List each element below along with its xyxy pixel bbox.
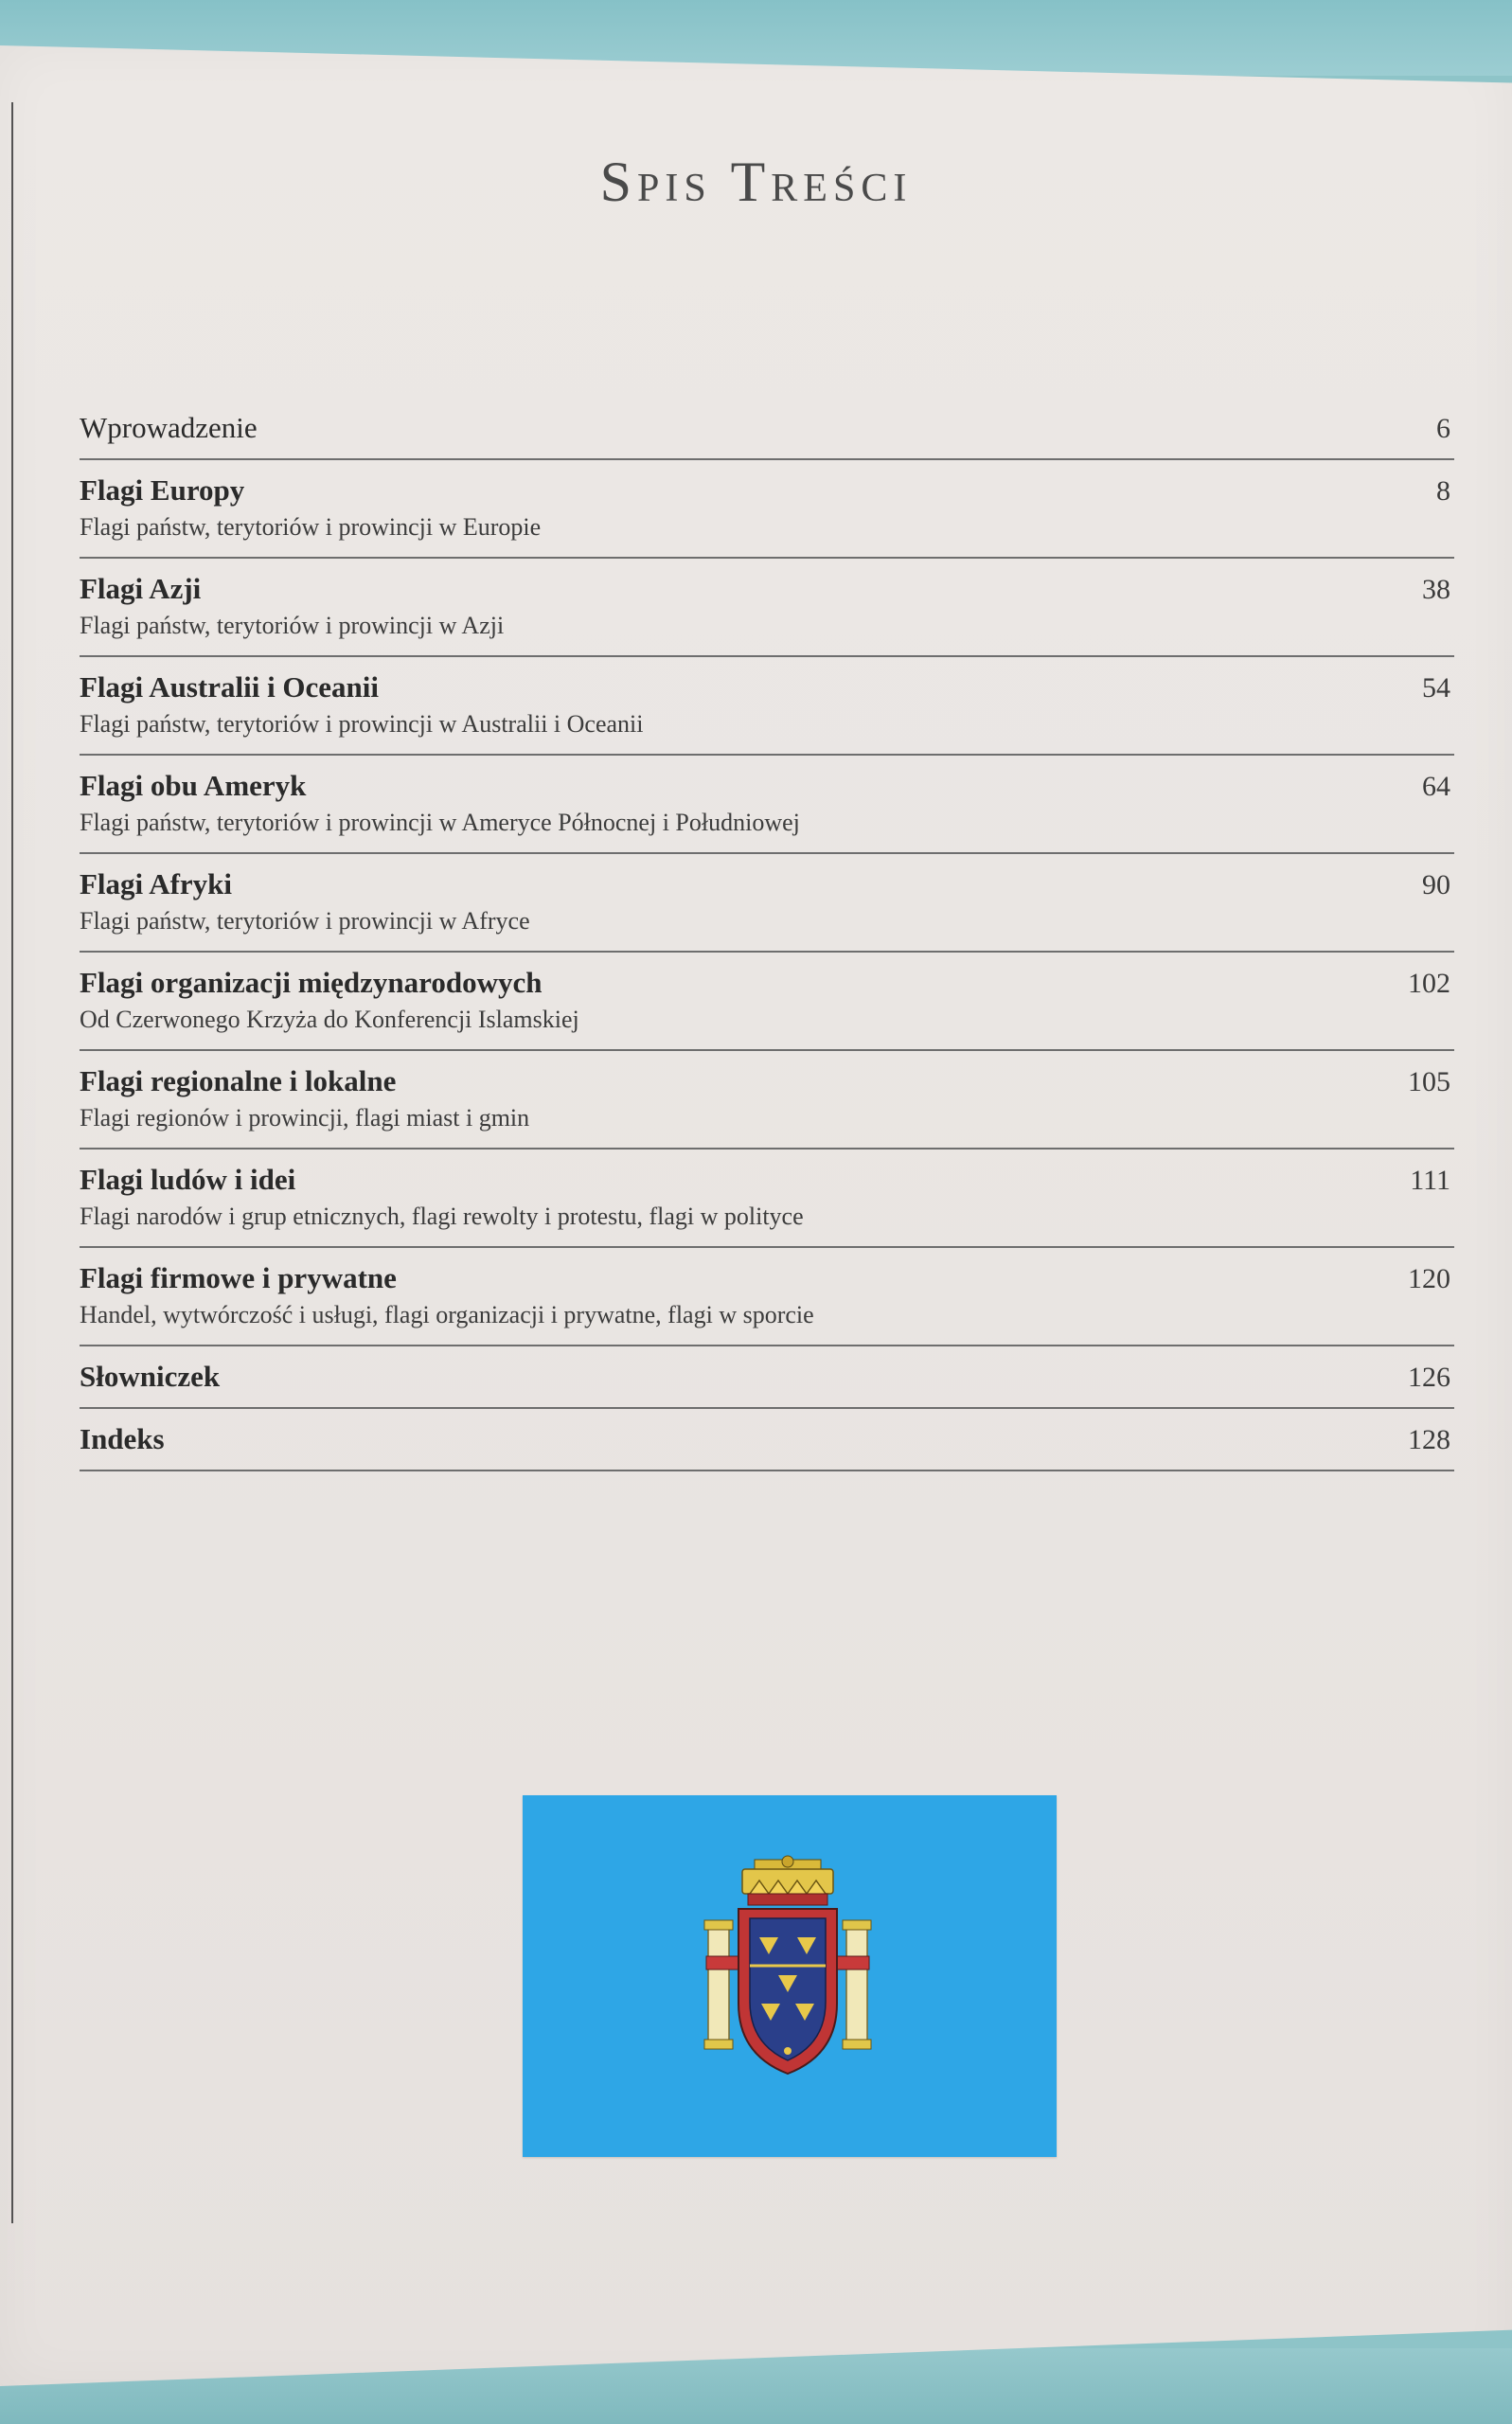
toc-entry-title: Flagi organizacji międzynarodowych <box>80 966 543 999</box>
toc-entry-title: Flagi Europy <box>80 473 245 507</box>
toc-entry-title: Flagi obu Ameryk <box>80 769 307 802</box>
toc-entry-page: 6 <box>1436 413 1450 444</box>
toc-entry-title: Wprowadzenie <box>80 411 258 444</box>
flag-illustration <box>523 1795 1057 2157</box>
toc-entry-subtitle: Flagi narodów i grup etnicznych, flagi rewolty i protestu, flagi w polityce <box>80 1203 804 1230</box>
toc-entry-subtitle: Flagi państw, terytoriów i prowincji w Afryce <box>80 907 530 935</box>
toc-entry-title: Flagi Azji <box>80 572 202 605</box>
toc-entry-page: 102 <box>1408 968 1450 999</box>
toc-entry-page: 126 <box>1408 1362 1450 1393</box>
toc-entry-page: 38 <box>1422 574 1450 605</box>
toc-entry-title: Flagi Afryki <box>80 867 233 900</box>
toc-entry-title: Flagi Australii i Oceanii <box>80 670 380 704</box>
toc-entry-title: Flagi firmowe i prywatne <box>80 1261 397 1294</box>
toc-entry-subtitle: Flagi regionów i prowincji, flagi miast i gmin <box>80 1104 530 1132</box>
toc-entry-americas <box>80 756 1454 854</box>
toc-entry-subtitle: Od Czerwonego Krzyża do Konferencji Islamskiej <box>80 1006 579 1033</box>
coat-of-arms-icon <box>703 1852 873 2089</box>
page-edge-line <box>11 102 13 2223</box>
toc-entry-title: Indeks <box>80 1422 165 1455</box>
toc-entry-glossary <box>80 1346 1454 1409</box>
toc-entry-page: 105 <box>1408 1066 1450 1097</box>
toc-entry-title: Flagi regionalne i lokalne <box>80 1064 397 1097</box>
toc-entry-africa <box>80 854 1454 953</box>
toc-entry-regional <box>80 1051 1454 1150</box>
toc-entry-page: 120 <box>1408 1263 1450 1294</box>
toc-entry-page: 128 <box>1408 1424 1450 1455</box>
toc-entry-subtitle: Flagi państw, terytoriów i prowincji w Ameryce Północnej i Południowej <box>80 809 800 836</box>
toc-entry-title: Słowniczek <box>80 1360 221 1393</box>
toc-entry-page: 111 <box>1410 1165 1450 1196</box>
toc-entry-oceania <box>80 657 1454 756</box>
toc-entry-corporate <box>80 1248 1454 1346</box>
toc-entry-europe <box>80 460 1454 559</box>
toc-entry-page: 64 <box>1422 771 1450 802</box>
toc-entry-subtitle: Flagi państw, terytoriów i prowincji w Europie <box>80 513 542 541</box>
toc-entry-international-organizations <box>80 953 1454 1051</box>
toc-entry-subtitle: Handel, wytwórczość i usługi, flagi organizacji i prywatne, flagi w sporcie <box>80 1301 814 1328</box>
toc-entry-subtitle: Flagi państw, terytoriów i prowincji w Azji <box>80 612 505 639</box>
toc-entry-index <box>80 1409 1454 1471</box>
toc-entry-title: Flagi ludów i idei <box>80 1163 296 1196</box>
table-of-contents <box>80 407 1454 1471</box>
toc-entry-page: 54 <box>1422 672 1450 704</box>
toc-entry-peoples-ideas <box>80 1150 1454 1248</box>
toc-entry-page: 8 <box>1436 475 1450 507</box>
toc-entry-subtitle: Flagi państw, terytoriów i prowincji w Australii i Oceanii <box>80 710 644 738</box>
toc-entry-asia <box>80 559 1454 657</box>
page-title: Spis Treści <box>599 151 913 213</box>
toc-entry-page: 90 <box>1422 869 1450 900</box>
toc-entry-introduction <box>80 407 1454 460</box>
